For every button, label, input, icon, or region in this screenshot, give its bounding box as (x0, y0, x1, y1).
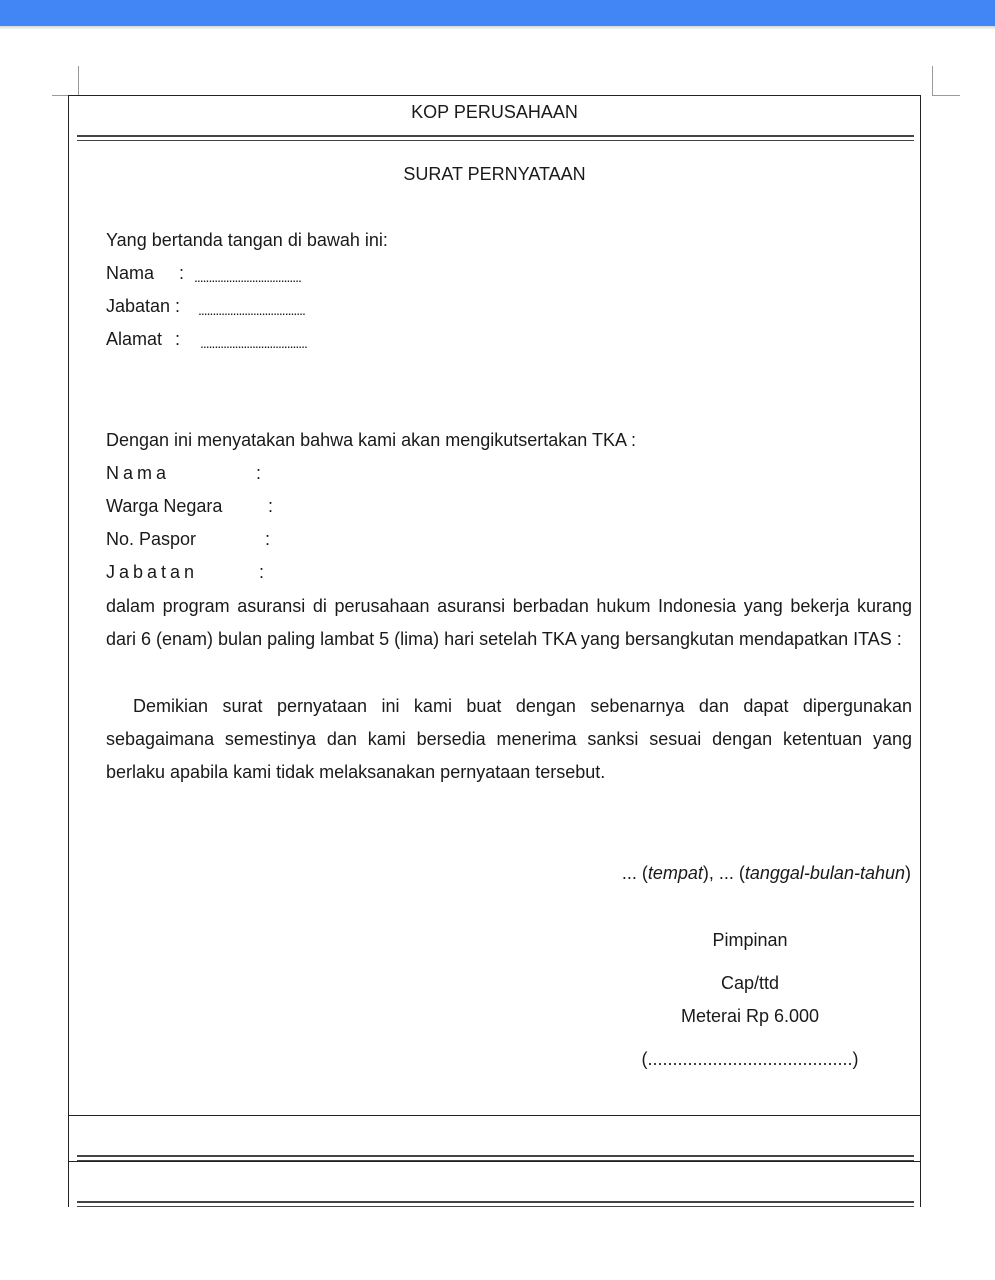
footer-middle-rule (68, 1161, 921, 1162)
signature-name-line: (.........................................) (641, 1049, 859, 1069)
signer-address-colon: : (175, 329, 181, 349)
signature-stamp: Cap/ttd (720, 973, 780, 993)
signature-role: Pimpinan (712, 930, 788, 950)
tka-passport-colon: : (265, 529, 271, 549)
tka-position-colon: : (259, 562, 265, 582)
place-date-line (622, 862, 911, 884)
tka-name-colon: : (256, 463, 262, 483)
tka-nationality-colon: : (268, 496, 274, 516)
signer-name-blank: ..................................... (194, 269, 301, 285)
crop-mark-left-vertical (78, 66, 79, 95)
signer-position-label: Jabatan : (106, 296, 181, 316)
tka-position-label: Jabatan (106, 562, 199, 582)
footer-double-rule-2 (77, 1201, 914, 1207)
footer-top-rule (68, 1115, 921, 1116)
tka-nationality-label: Warga Negara (106, 496, 223, 516)
top-bar-shadow (0, 26, 995, 30)
app-top-bar (0, 0, 995, 26)
signer-position-blank: ..................................... (198, 302, 305, 318)
intro-text: Yang bertanda tangan di bawah ini: (106, 230, 388, 250)
place-date-prefix: ... ( (621, 863, 648, 883)
tka-name-label: Nama (106, 463, 171, 483)
signer-name-colon: : (179, 263, 185, 283)
paragraph-insurance: dalam program asuransi di perusahaan asuransi berbadan hukum Indonesia yang bekerja kurang dari 6 (enam) bulan paling lambat 5 (lima) hari setelah TKA yang bersangkutan mendapatkan ITAS : (106, 596, 912, 649)
letterhead-double-rule (77, 135, 914, 141)
signature-meterai: Meterai Rp 6.000 (680, 1006, 820, 1026)
place-date-middle: ), ... ( (702, 863, 745, 883)
crop-mark-right-horizontal (932, 95, 960, 96)
tka-passport-label: No. Paspor (106, 529, 197, 549)
document-title: SURAT PERNYATAAN (403, 164, 586, 184)
place-placeholder: tempat (647, 863, 703, 883)
signer-address-blank: ..................................... (200, 335, 307, 351)
place-date-suffix: ) (905, 863, 911, 883)
signer-name-label: Nama (106, 263, 155, 283)
letterhead-title: KOP PERUSAHAAN (411, 102, 578, 122)
signer-address-label: Alamat (106, 329, 163, 349)
date-placeholder: tanggal-bulan-tahun (744, 863, 905, 883)
paragraph-closing: Demikian surat pernyataan ini kami buat dengan sebenarnya dan dapat dipergunakan sebagaimana semestinya dan kami bersedia menerima sanksi sesuai dengan ketentuan yang berlaku apabila kami tidak melaksanakan pernyataan tersebut. (106, 696, 912, 782)
statement-text: Dengan ini menyatakan bahwa kami akan mengikutsertakan TKA : (106, 430, 636, 450)
crop-mark-right-vertical (932, 66, 933, 95)
